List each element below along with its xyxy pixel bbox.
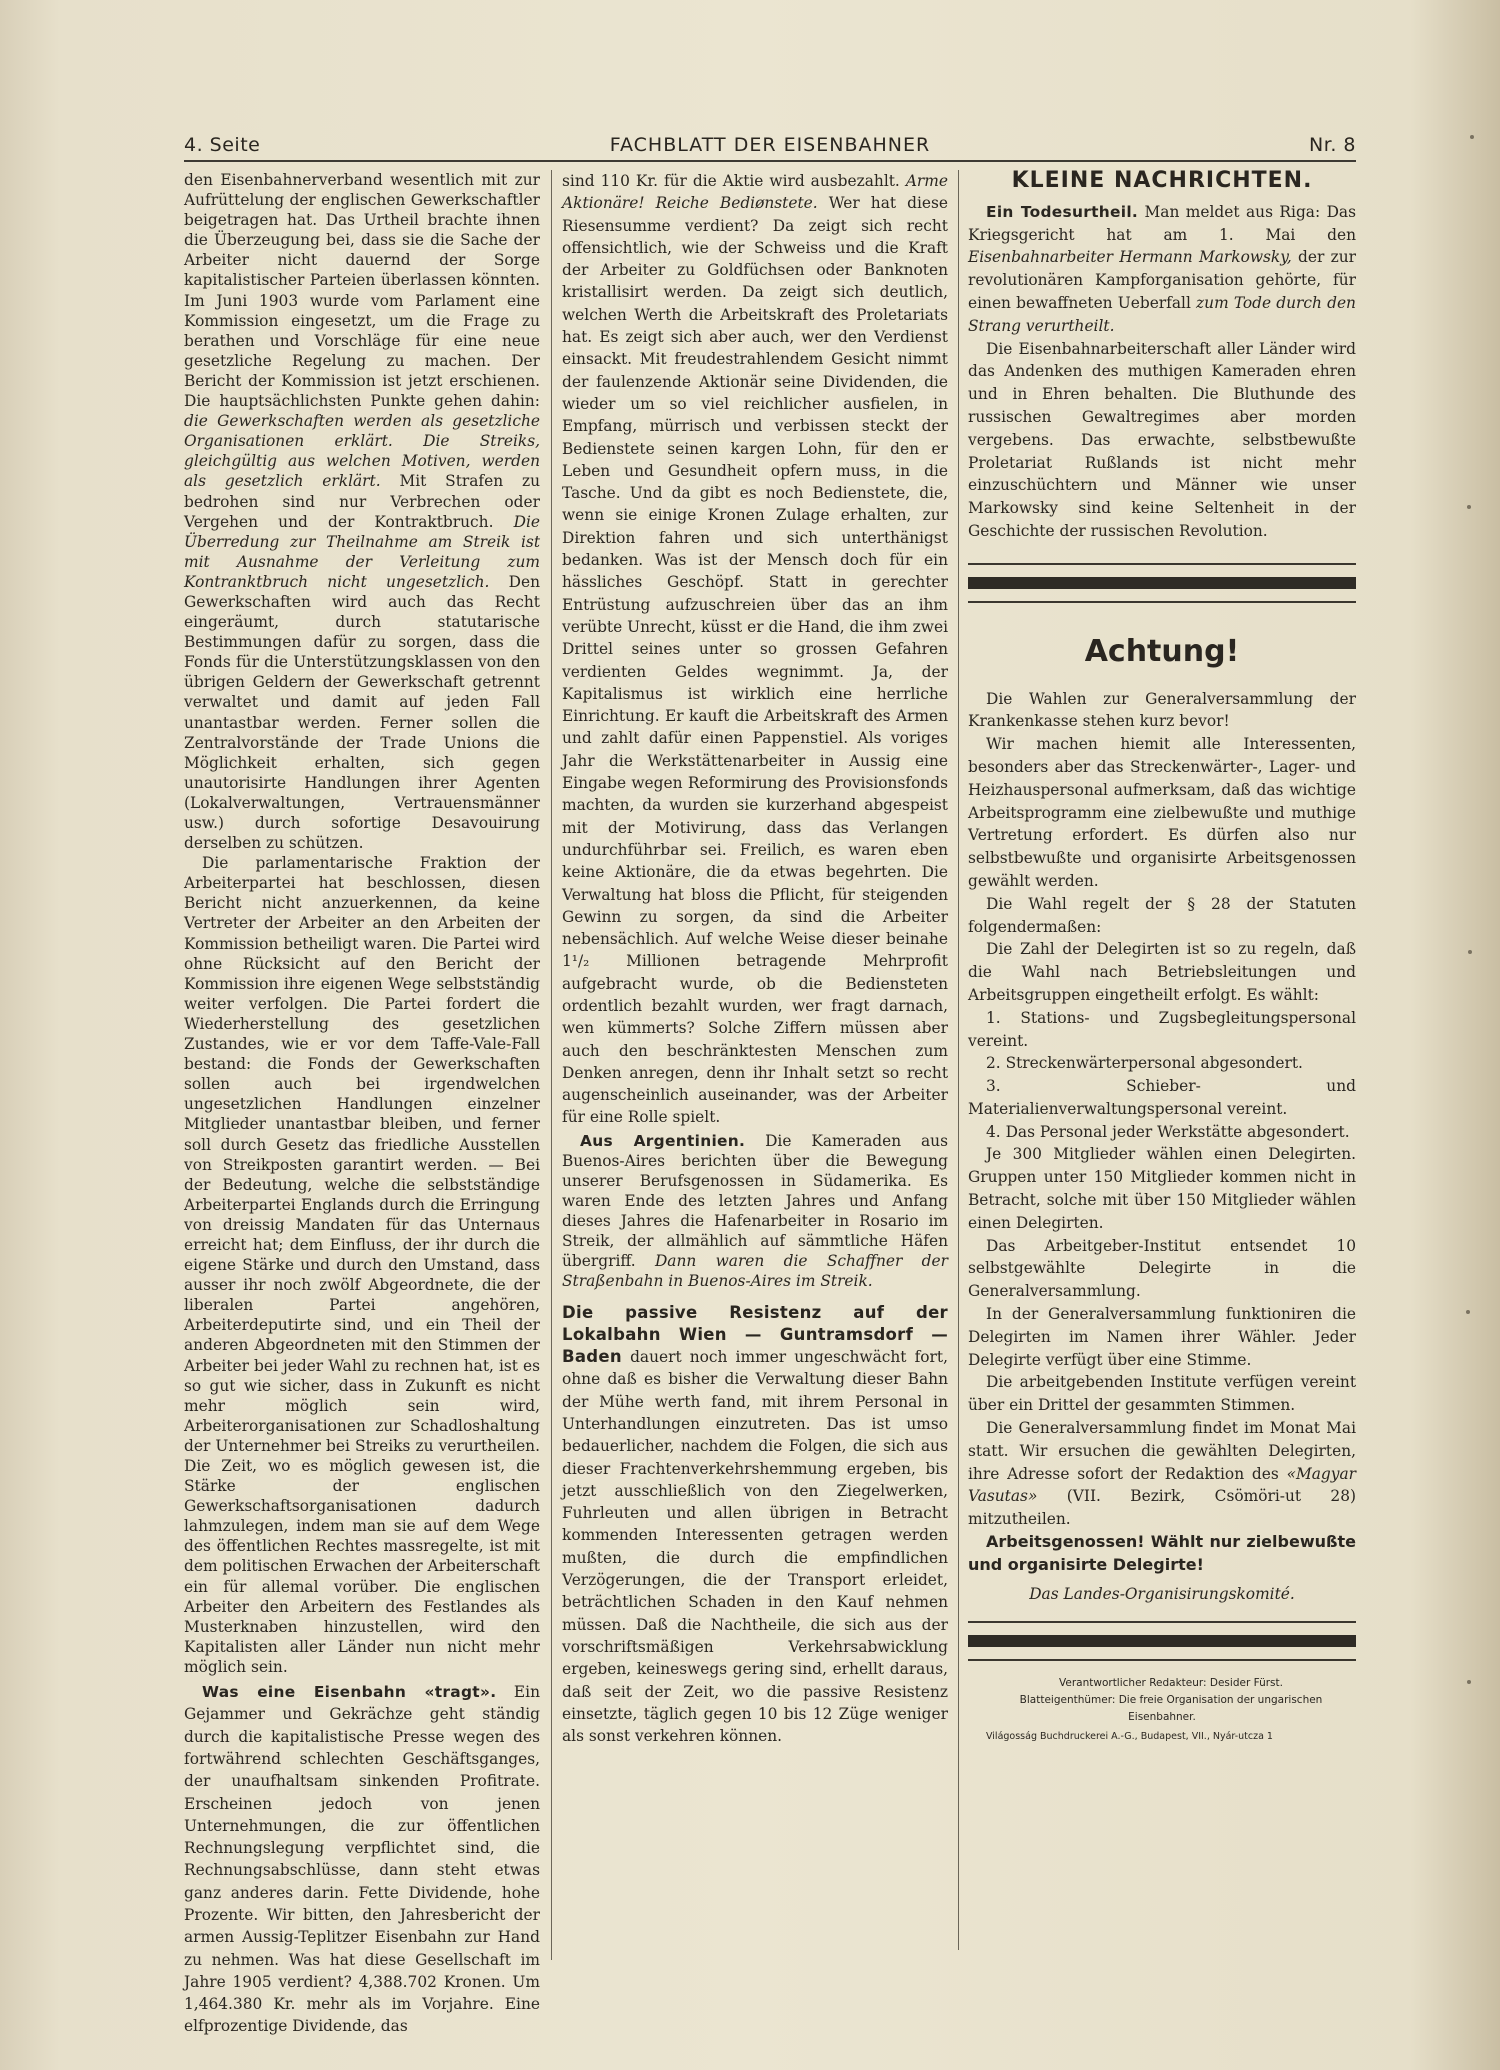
article-argentinien: Aus Argentinien. Die Kameraden aus Buenos-Aires berichten über die Bewegung unserer Berufsgenossen in Südamerika. Es waren Ende des letzten Jahres und Anfang dieses Jahres die Hafenarbeiter in Rosario im Streik, der allmählich auf sämmtliche Häfen übergriff. Dann waren die Schaffner der Straßenbahn in Buenos-Aires im Streik. <box>562 1131 948 1291</box>
notice-list-item: 3. Schieber- und Materialienverwaltungspersonal vereint. <box>968 1077 1356 1118</box>
notice-paragraph: In der Generalversammlung funktioniren die Delegirten im Namen ihrer Wähler. Jeder Delegirte verfügt über eine Stimme. <box>968 1305 1356 1369</box>
article-todesurtheil: Ein Todesurtheil. Man meldet aus Riga: Das Kriegsgericht hat am 1. Mai den Eisenbahnarbeiter Hermann Markowsky, der zur revolutionären Kampforganisation gehörte, für einen bewaffneten Ueberfall zum Tode durch den Strang verurtheilt. <box>968 202 1356 335</box>
article-eisenbahn-tragt: Was eine Eisenbahn «tragt». Ein Gejammer und Gekrächze geht ständig durch die kapitalistische Presse wegen des fortwährend schlechten Geschäftsganges, der unaufhaltsam sinkenden Profitrate. Erscheinen jedoch von jenen Unternehmungen, die zur öffentlichen Rechnungslegung verpflichtet sind, die Rechnungsabschlüsse, dann steht etwas ganz anderes darin. Fette Dividende, hohe Prozente. Wir bitten, den Jahresbericht der armen Aussig-Teplitzer Eisenbahn zur Hand zu nehmen. Was hat diese Gesellschaft im Jahre 1905 verdient? 4,388.702 Kronen. Um 1,464.380 Kr. mehr als im Vorjahre. Eine elfprozentige Dividende, das <box>184 1683 540 2036</box>
article-heading: Aus Argentinien. <box>580 1131 746 1150</box>
paper-speck <box>1467 1680 1471 1684</box>
article-paragraph: sind 110 Kr. für die Aktie wird ausbezahlt. Arme Aktionäre! Reiche Bediønstete. Wer hat diese Riesensumme verdient? Da zeigt sich recht offensichtlich, wie der Schweiss und die Kraft der Arbeiter zu Goldfüchsen oder Banknoten kristallisirt werden. Da zeigt sich deutlich, welchen Werth die Arbeitskraft des Proletariats hat. Es zeigt sich aber auch, wer den Verdienst einsackt. Mit freudestrahlendem Gesicht nimmt der faulenzende Aktionär seine Dividenden, die wieder um so viel reichlicher ausfielen, in Empfang, mürrisch und verbissen steckt der Bedienstete seinen kargen Lohn, für den er Leben und Gesundheit opfern muss, in die Tasche. Und da gibt es noch Bedienstete, die, wenn sie einige Kronen Zulage erhalten, zur Direktion fahren und sich unterthänigst bedanken. Was ist der Mensch doch für ein hässliches Geschöpf. Statt in gerechter Entrüstung aufzuschreien über das an ihm verübte Unrecht, küsst er die Hand, die ihm zwei Drittel seines unter so grossen Gefahren verdienten Geldes wegnimmt. Ja, der Kapitalismus ist wirklich eine herrliche Einrichtung. Er kauft die Arbeitskraft des Armen und zahlt dafür einen Pappenstiel. Als voriges Jahr die Werkstättenarbeiter in Aussig eine Eingabe wegen Reformirung des Provisionsfonds machten, da wurden sie kurzerhand abgespeist mit der Motivirung, dass das Verlangen undurchführbar sei. Freilich, es waren eben keine Aktionäre, die da etwas begehrten. Die Verwaltung hat bloss die Pflicht, für steigenden Gewinn zu sorgen, da sind die Arbeiter nebensächlich. Auf welche Weise dieser beinahe 1¹/₂ Millionen betragende Mehrprofit aufgebracht wurde, ob die Bediensteten ordentlich bezahlt wurden, wer fragt darnach, wen kümmerts? Solche Ziffern müssen aber auch den beschränktesten Menschen zum Denken anregen, denn ihr Inhalt setzt so recht augenscheinlich auseinander, was der Arbeiter für eine Rolle spielt. <box>562 172 948 1127</box>
notice-paragraph: Die Zahl der Delegirten ist so zu regeln, daß die Wahl nach Betriebsleitungen und Arbeitsgruppen eingetheilt erfolgt. Es wählt: <box>968 940 1356 1004</box>
paper-speck <box>1468 950 1472 954</box>
column-1 <box>184 170 540 2038</box>
notice-signature: Das Landes-Organisirungskomité. <box>1029 1584 1295 1603</box>
section-divider <box>968 1621 1356 1661</box>
article-passive-resistenz: Die passive Resistenz auf der Lokalbahn Wien — Guntramsdorf — Baden dauert noch immer ungeschwächt fort, ohne daß es bisher die Verwaltung dieser Bahn der Mühe werth fand, mit ihrem Personal in Unterhandlungen einzutreten. Das ist umso bedauerlicher, nachdem die Folgen, die sich aus dieser Frachtenverkehrshemmung ergeben, bis jetzt ausschließlich von den Ziegelwerken, Fuhrleuten und allen übrigen in Betracht kommenden Interessenten getragen werden mußten, die durch die empfindlichen Verzögerungen, die der Transport erleidet, beträchtlichen Schaden in den Kauf nehmen müssen. Daß die Nachtheile, die sich aus der vorschriftsmäßigen Verkehrsabwicklung ergeben, keineswegs gering sind, erhellt daraus, daß seit der Zeit, wo die passive Resistenz einsetzte, täglich gegen 10 bis 12 Züge weniger als sonst verkehren können. <box>562 1302 948 1746</box>
issue-number: Nr. 8 <box>1309 134 1356 156</box>
section-title: KLEINE NACHRICHTEN. <box>1011 168 1313 193</box>
article-paragraph: Die Eisenbahnarbeiterschaft aller Länder wird das Andenken des muthigen Kameraden ehren und in Ehren behalten. Die Bluthunde des russischen Gewaltregimes aber morden vergebens. Das erwachte, selbstbewußte Proletariat Rußlands ist nicht mehr einzuschüchtern und Männer wie unser Markowsky sind keine Seltenheit in der Geschichte der russischen Revolution. <box>968 339 1356 540</box>
article-heading: Was eine Eisenbahn «tragt». <box>202 1683 497 1702</box>
imprint-owner: Blatteigenthümer: Die freie Organisation der ungarischen Eisenbahner. <box>1019 1694 1323 1724</box>
notice-paragraph: Die Wahlen zur Generalversammlung der Krankenkasse stehen kurz bevor! <box>968 689 1356 731</box>
page-number: 4. Seite <box>184 134 261 156</box>
imprint-editor: Verantwortlicher Redakteur: Desider Fürst. <box>1059 1677 1283 1690</box>
column-2 <box>562 170 948 1747</box>
paper-speck <box>1467 505 1471 509</box>
column-divider <box>551 170 552 1960</box>
imprint-printer: Világosság Buchdruckerei A.-G., Budapest, VII., Nyár-utcza 1 <box>986 1731 1273 1743</box>
paper-speck <box>1466 1310 1470 1314</box>
notice-paragraph: Das Arbeitgeber-Institut entsendet 10 selbstgewählte Delegirte in die Generalversammlung. <box>968 1236 1356 1301</box>
notice-paragraph: Die arbeitgebenden Institute verfügen vereint über ein Drittel der gesammten Stimmen. <box>968 1373 1356 1415</box>
notice-paragraph: Je 300 Mitglieder wählen einen Delegirten. Gruppen unter 150 Mitglieder kommen nicht in Betracht, solche mit über 150 Mitglieder wählen einen Delegirten. <box>968 1145 1356 1232</box>
article-heading: Ein Todesurtheil. <box>986 202 1139 221</box>
notice-paragraph: Die Generalversammlung findet im Monat Mai statt. Wir ersuchen die gewählten Delegirten, ihre Adresse sofort der Redaktion des «Magyar Vasutas» (VII. Bezirk, Csömöri-ut 28) mitzutheilen. <box>968 1419 1356 1529</box>
section-divider <box>968 563 1356 603</box>
publication-title: FACHBLATT DER EISENBAHNER <box>609 134 931 156</box>
notice-list-item: 4. Das Personal jeder Werkstätte abgesondert. <box>986 1122 1350 1141</box>
notice-heading: Achtung! <box>1084 633 1240 669</box>
article-paragraph: den Eisenbahnerverband wesentlich mit zur Aufrüttelung der englischen Gewerkschaftler beigetragen hat. Das Urtheil brachte ihnen die Überzeugung bei, dass sie die Sache der Arbeiter nicht dauernd der Sorge kapitalistischer Parteien überlassen könnten. Im Juni 1903 wurde vom Parlament eine Kommission eingesetzt, um die Frage zu berathen und Vorschläge für eine neue gesetzliche Regelung zu machen. Der Bericht der Kommission ist jetzt erschienen. Die hauptsächlichsten Punkte gehen dahin: die Gewerkschaften werden als gesetzliche Organisationen erklärt. Die Streiks, gleichgültig aus welchen Motiven, werden als gesetzlich erklärt. Mit Strafen zu bedrohen sind nur Verbrechen oder Vergehen und der Kontraktbruch. Die Überredung zur Theilnahme am Streik ist mit Ausnahme der Verleitung zum Kontranktbruch nicht ungesetzlich. Den Gewerkschaften wird auch das Recht eingeräumt, durch statutarische Bestimmungen dafür zu sorgen, dass die Fonds für die Unterstützungsklassen von den übrigen Geldern der Gewerkschaft getrennt verwaltet und damit auf jeden Fall unantastbar werden. Ferner sollen die Zentralvorstände der Trade Unions die Möglichkeit erhalten, sich gegen unautorisirte Handlungen ihrer Agenten (Lokalverwaltungen, Vertrauensmänner usw.) durch sofortige Desavouirung derselben zu schützen. <box>184 171 540 853</box>
column-divider <box>958 170 959 1950</box>
article-heading: Die passive Resistenz auf der Lokalbahn Wien — Guntramsdorf — Baden <box>562 1302 948 1367</box>
notice-appeal: Arbeitsgenossen! Wählt nur zielbewußte und organisirte Delegirte! <box>968 1532 1356 1574</box>
paper-speck <box>1470 135 1474 139</box>
column-3 <box>968 170 1356 1749</box>
notice-paragraph: Die Wahl regelt der § 28 der Statuten folgendermaßen: <box>968 894 1356 936</box>
article-paragraph: Die parlamentarische Fraktion der Arbeiterpartei hat beschlossen, diesen Bericht nicht anzuerkennen, da keine Vertreter der Arbeiter an den Arbeiten der Kommission betheiligt waren. Die Partei wird ohne Rücksicht auf den Bericht der Kommission ihre eigenen Wege selbstständig weiter verfolgen. Die Partei fordert die Wiederherstellung des gesetzlichen Zustandes, wie er vor dem Taffe-Vale-Fall bestand: die Fonds der Gewerkschaften sollen auch bei irgendwelchen ungesetzlichen Handlungen einzelner Mitglieder unantastbar bleiben, und ferner soll durch Gesetz das friedliche Ausstellen von Streikposten garantirt werden. — Bei der Bedeutung, welche die selbstständige Arbeiterpartei Englands durch die Erringung von dreissig Mandaten für das Unternaus erreicht hat; dem Einfluss, der ihr durch die eigene Stärke und durch den Umstand, dass ausser ihr noch zwölf Abgeordnete, die der liberalen Partei angehören, Arbeiterdeputirte sind, und ein Theil der anderen Abgeordneten mit den Stimmen der Arbeiter bei jeder Wahl zu rechnen hat, ist es so gut wie sicher, dass in Zukunft es nicht mehr möglich sein wird, Arbeiterorganisationen zur Schadloshaltung der Unternehmer bei Streiks zu verurtheilen. Die Zeit, wo es möglich gewesen ist, die Stärke der englischen Gewerkschaftsorganisationen dadurch lahmzulegen, indem man sie auf dem Wege des öffentlichen Rechtes massregelte, ist mit dem politischen Erwachen der Arbeiterschaft ein für allemal vorüber. Die englischen Arbeiter den Arbeitern des Festlandes als Musterknaben hinzustellen, wird den Kapitalisten aller Länder nun nicht mehr möglich sein. <box>184 854 540 1676</box>
notice-list-item: 2. Streckenwärterpersonal abgesondert. <box>986 1054 1303 1073</box>
notice-paragraph: Wir machen hiemit alle Interessenten, besonders aber das Streckenwärter-, Lager- und Heizhauspersonal aufmerksam, daß das wichtige Arbeitsprogramm eine zielbewußte und muthige Vertretung erfordert. Es dürfen also nur selbstbewußte und organisirte Arbeitsgenossen gewählt werden. <box>968 735 1356 890</box>
notice-list-item: 1. Stations- und Zugsbegleitungspersonal vereint. <box>968 1008 1356 1050</box>
header-rule <box>184 160 1356 162</box>
